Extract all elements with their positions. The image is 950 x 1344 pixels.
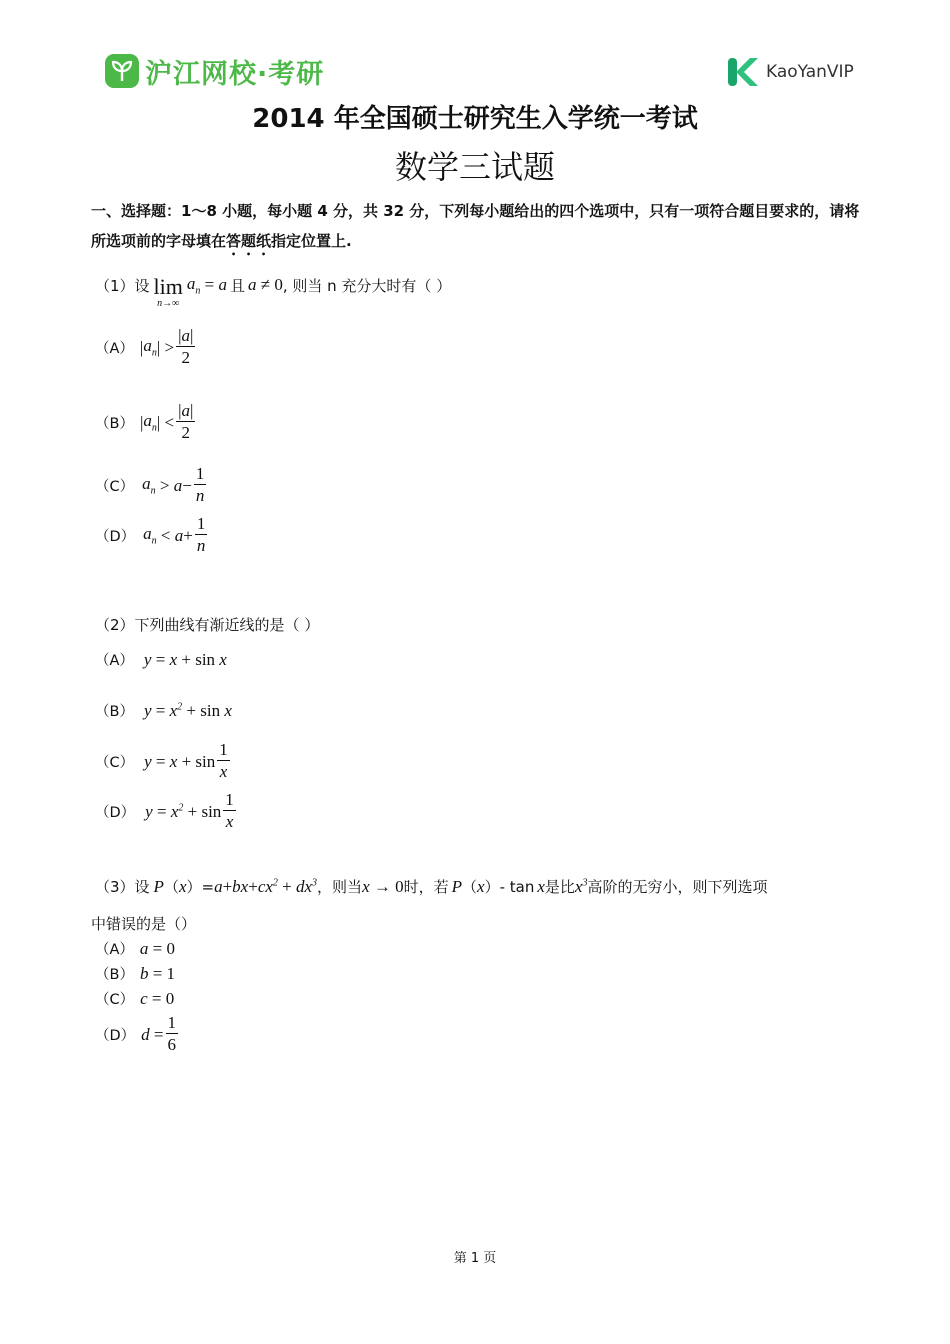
question-1-option-a[interactable]: （A） | $a_n$ | > $\frac{|a|}{2}$: [95, 326, 194, 367]
section-instructions: [91, 196, 871, 259]
option-label: （D）: [95, 1028, 136, 1044]
option-label: （D）: [95, 805, 136, 821]
question-1-option-c[interactable]: （C） $a_n$ > a − $\frac{1}{n}$: [95, 464, 205, 505]
question-2-option-d[interactable]: （D） y = $x^2$ + sin $\frac{1}{x}$: [95, 790, 234, 831]
question-1-stem: （1）设 lim n→∞ $a_n$ = a 且 a ≠ 0 , 则当 n 充分大时有（ ）: [95, 273, 452, 309]
kaoyanvip-logo: [726, 56, 854, 88]
option-label: （B）: [95, 704, 134, 720]
question-2-option-b[interactable]: （B） y = $x^2$ + sin x: [95, 700, 232, 720]
hujiang-logo-text: 沪江网校·考研: [145, 58, 325, 90]
option-label: （A）: [95, 653, 134, 669]
option-label: （C）: [95, 992, 135, 1008]
option-label: （A）: [95, 942, 134, 958]
question-2-option-c[interactable]: （C） y = x + sin $\frac{1}{x}$: [95, 740, 228, 781]
option-label: （B）: [95, 416, 134, 432]
question-2-number: （2）下列曲线有渐近线的是（ ）: [95, 616, 320, 634]
question-1-option-d[interactable]: （D） $a_n$ < a + $\frac{1}{n}$: [95, 514, 206, 555]
question-3-option-c[interactable]: （C） c = 0: [95, 988, 175, 1008]
question-3-option-d[interactable]: （D） d = $\frac{1}{6}$: [95, 1013, 177, 1054]
page-number: 第 1 页: [453, 1251, 497, 1266]
question-1-option-b[interactable]: （B） | $a_n$ | < $\frac{|a|}{2}$: [95, 401, 194, 442]
option-label: （D）: [95, 529, 136, 545]
question-3-option-b[interactable]: （B） b = 1: [95, 963, 176, 983]
exam-subtitle: 数学三试题: [394, 148, 555, 186]
question-1-number: （1）设: [95, 276, 150, 295]
k-logo-icon: [726, 56, 760, 88]
question-2-stem: [95, 614, 319, 635]
question-3-option-a[interactable]: （A） a = 0: [95, 938, 176, 958]
hujiang-logo: [105, 52, 324, 90]
exam-title: 2014 年全国硕士研究生入学统一考试: [252, 104, 698, 134]
leaf-icon: [105, 54, 139, 88]
instructions-emphasis: 答题纸: [226, 232, 272, 250]
limit-operator: lim n→∞: [153, 274, 183, 309]
question-3-stem-line2: 中错误的是（）: [91, 915, 197, 933]
instructions-text: 一、选择题：1～8 小题，每小题 4 分，共 32 分，下列每小题给出的四个选项中，只有一项符合题目要求的，请将所选项前的字母填在: [91, 202, 860, 250]
question-2-option-a[interactable]: （A） y = x + sin x: [95, 649, 227, 669]
question-3-stem: （3）设 P （ x ）= a + bx + $cx^2$ + $dx^3$ ，则当 x → 0 时，若 P （ x ）- tan x 是比 $x^3$ 高阶的无穷小，则下列选项: [95, 876, 768, 896]
option-label: （A）: [95, 341, 134, 357]
kaoyanvip-logo-text: KaoYanVIP: [766, 62, 854, 82]
option-label: （B）: [95, 967, 134, 983]
option-label: （C）: [95, 755, 135, 771]
option-label: （C）: [95, 479, 135, 495]
question-1-and: 且: [229, 276, 245, 295]
instructions-text-end: 指定位置上.: [271, 232, 352, 250]
question-1-stem-end: , 则当 n 充分大时有（ ）: [282, 276, 452, 295]
